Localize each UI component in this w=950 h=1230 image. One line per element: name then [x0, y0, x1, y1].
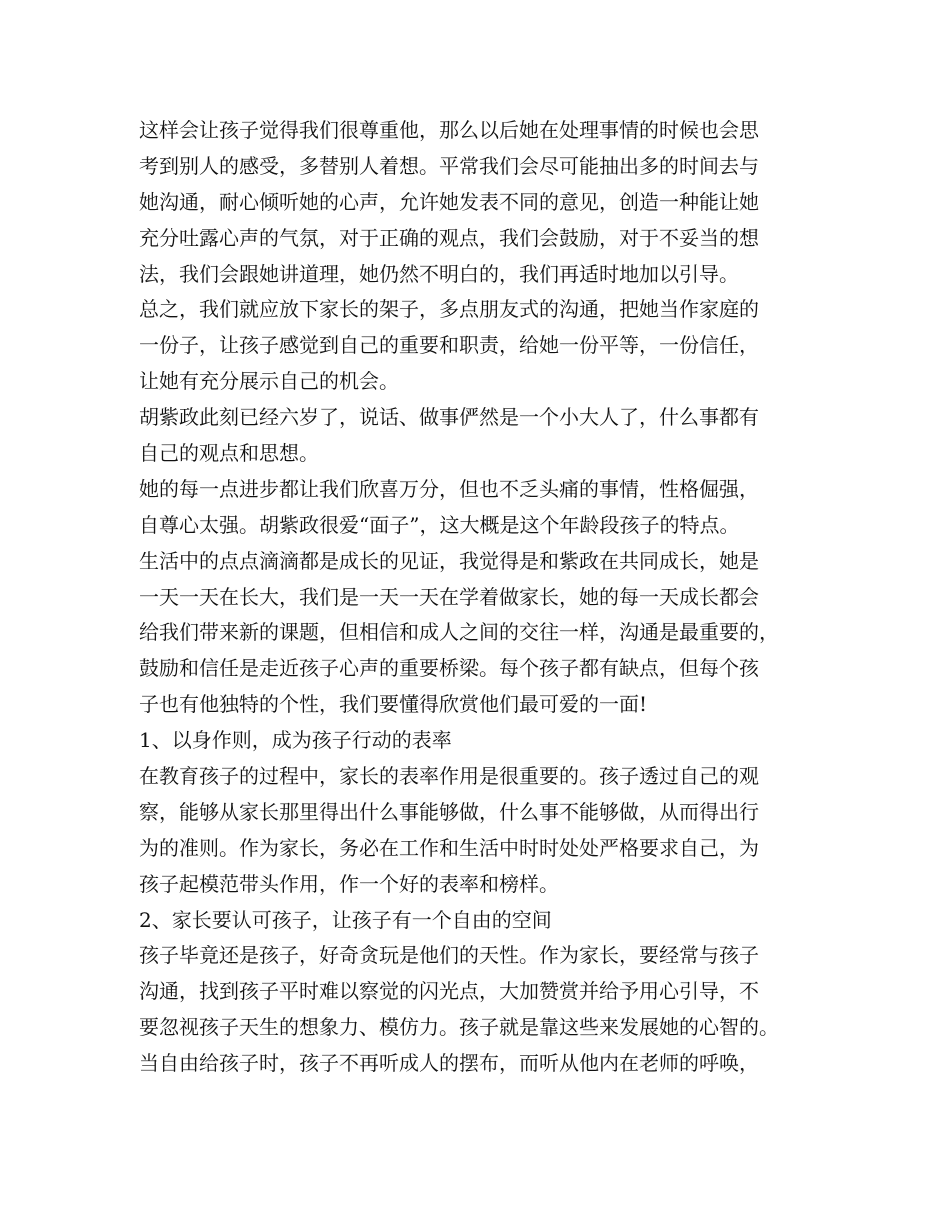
text-line: 充分吐露心声的气氛，对于正确的观点，我们会鼓励，对于不妥当的想: [139, 225, 759, 250]
text-line: 一天一天在长大，我们是一天一天在学着做家长，她的每一天成长都会: [139, 584, 759, 609]
text-line: 一份子，让孩子感觉到自己的重要和职责，给她一份平等，一份信任，: [139, 333, 759, 358]
text-line: 自尊心太强。胡紫政很爱“面子”，这大概是这个年龄段孩子的特点。: [139, 512, 740, 537]
text-line: 让她有充分展示自己的机会。: [139, 369, 399, 394]
text-line: 孩子起模范带头作用，作一个好的表率和榜样。: [139, 871, 559, 896]
text-line: 察，能够从家长那里得出什么事能够做，什么事不能够做，从而得出行: [139, 799, 759, 824]
text-line: 子也有他独特的个性，我们要懂得欣赏他们最可爱的一面!: [139, 692, 648, 717]
text-line: 法，我们会跟她讲道理，她仍然不明白的，我们再适时地加以引导。: [139, 261, 739, 286]
section-heading: 1、以身作则，成为孩子行动的表率: [139, 728, 452, 753]
text-line: 胡紫政此刻已经六岁了，说话、做事俨然是一个小大人了，什么事都有: [139, 405, 759, 430]
text-line: 在教育孩子的过程中，家长的表率作用是很重要的。孩子透过自己的观: [139, 764, 759, 789]
text-line: 沟通，找到孩子平时难以察觉的闪光点，大加赞赏并给予用心引导，不: [139, 979, 759, 1004]
section-heading: 2、家长要认可孩子，让孩子有一个自由的空间: [139, 907, 552, 932]
text-line: 她的每一点进步都让我们欣喜万分，但也不乏头痛的事情，性格倔强，: [139, 476, 759, 501]
text-line: 生活中的点点滴滴都是成长的见证，我觉得是和紫政在共同成长，她是: [139, 548, 759, 573]
text-line: 自己的观点和思想。: [139, 441, 319, 466]
text-line: 孩子毕竟还是孩子，好奇贪玩是他们的天性。作为家长，要经常与孩子: [139, 943, 759, 968]
text-line: 要忽视孩子天生的想象力、模仿力。孩子就是靠这些来发展她的心智的。: [139, 1015, 779, 1040]
document-body: [139, 113, 839, 1082]
text-line: 总之，我们就应放下家长的架子，多点朋友式的沟通，把她当作家庭的: [139, 297, 759, 322]
text-line: 当自由给孩子时，孩子不再听成人的摆布，而听从他内在老师的呼唤，: [139, 1051, 759, 1076]
text-line: 考到别人的感受，多替别人着想。平常我们会尽可能抽出多的时间去与: [139, 153, 759, 178]
text-line: 给我们带来新的课题，但相信和成人之间的交往一样，沟通是最重要的，: [139, 620, 779, 645]
text-line: 这样会让孩子觉得我们很尊重他，那么以后她在处理事情的时候也会思: [139, 118, 759, 142]
text-line: 为的准则。作为家长，务必在工作和生活中时时处处严格要求自己，为: [139, 835, 759, 860]
text-line: 她沟通，耐心倾听她的心声，允许她发表不同的意见，创造一种能让她: [139, 189, 759, 214]
text-line: 鼓励和信任是走近孩子心声的重要桥梁。每个孩子都有缺点，但每个孩: [139, 656, 759, 681]
